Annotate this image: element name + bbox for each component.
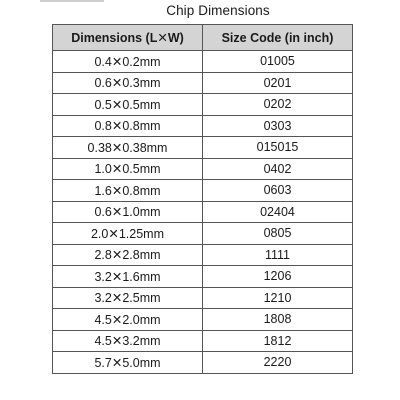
table-header-row [53, 25, 353, 51]
cell-size-code: 0805 [203, 223, 353, 245]
cell-size-code: 0303 [203, 115, 353, 137]
table-row [53, 352, 353, 374]
cell-dimensions: 2.8✕2.8mm [53, 244, 203, 266]
table-row [53, 158, 353, 180]
table-row [53, 94, 353, 116]
chip-dimensions-table [52, 24, 353, 374]
table-row [53, 287, 353, 309]
cell-dimensions: 1.0✕0.5mm [53, 158, 203, 180]
cell-dimensions: 0.4✕0.2mm [53, 51, 203, 73]
cell-dimensions: 1.6✕0.8mm [53, 180, 203, 202]
table-row [53, 309, 353, 331]
column-header-dimensions: Dimensions (L✕W) [53, 25, 203, 51]
cell-dimensions: 3.2✕1.6mm [53, 266, 203, 288]
cell-size-code: 02404 [203, 201, 353, 223]
cell-size-code: 1812 [203, 330, 353, 352]
top-divider [40, 0, 104, 2]
cell-dimensions: 4.5✕3.2mm [53, 330, 203, 352]
cell-dimensions: 0.5✕0.5mm [53, 94, 203, 116]
table-row [53, 72, 353, 94]
cell-dimensions: 0.8✕0.8mm [53, 115, 203, 137]
cell-size-code: 2220 [203, 352, 353, 374]
table-row [53, 201, 353, 223]
cell-size-code: 015015 [203, 137, 353, 159]
table-row [53, 266, 353, 288]
cell-dimensions: 5.7✕5.0mm [53, 352, 203, 374]
cell-dimensions: 0.6✕0.3mm [53, 72, 203, 94]
cell-size-code: 1808 [203, 309, 353, 331]
table-row [53, 137, 353, 159]
cell-size-code: 01005 [203, 51, 353, 73]
chip-dimensions-table-container [52, 24, 352, 374]
table-row [53, 180, 353, 202]
cell-dimensions: 3.2✕2.5mm [53, 287, 203, 309]
cell-size-code: 0603 [203, 180, 353, 202]
cell-dimensions: 0.38✕0.38mm [53, 137, 203, 159]
cell-size-code: 1206 [203, 266, 353, 288]
cell-size-code: 1210 [203, 287, 353, 309]
cell-size-code: 0202 [203, 94, 353, 116]
table-row [53, 330, 353, 352]
cell-size-code: 0402 [203, 158, 353, 180]
cell-dimensions: 0.6✕1.0mm [53, 201, 203, 223]
table-row [53, 223, 353, 245]
cell-dimensions: 4.5✕2.0mm [53, 309, 203, 331]
cell-dimensions: 2.0✕1.25mm [53, 223, 203, 245]
table-row [53, 244, 353, 266]
cell-size-code: 0201 [203, 72, 353, 94]
page-title: Chip Dimensions [166, 3, 270, 18]
column-header-size-code: Size Code (in inch) [203, 25, 353, 51]
cell-size-code: 1111 [203, 244, 353, 266]
table-body [53, 51, 353, 374]
table-row [53, 51, 353, 73]
table-row [53, 115, 353, 137]
